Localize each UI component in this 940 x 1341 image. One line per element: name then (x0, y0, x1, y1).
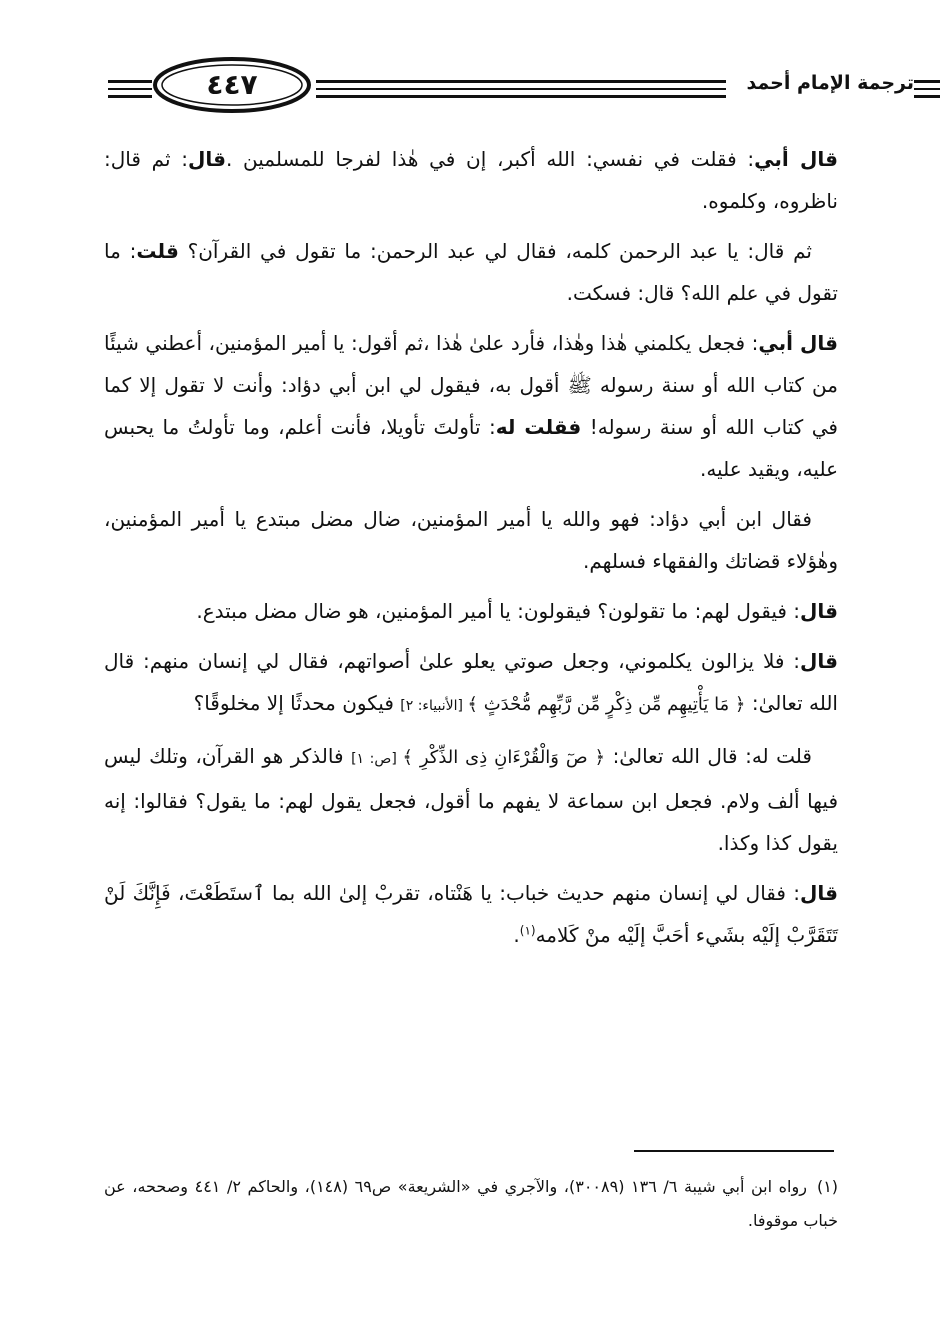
text-run: فالذكر هو القرآن، وتلك ليس فيها ألف ولام. فجعل ابن سماعة لا يفهم ما أقول، فجعل يقول لهم: ما يقول؟ فقالوا: إنه يقول كذا وكذا. (104, 744, 838, 855)
paragraph (104, 230, 838, 314)
paragraph (104, 138, 838, 222)
paragraph (104, 640, 838, 727)
paragraph (104, 735, 838, 864)
speaker-label: قال (800, 649, 838, 673)
quran-verse: ﴿ صٓ وَالْقُرْءَانِ ذِى الذِّكْرِ ﴾ (402, 747, 606, 768)
text-run: : فقلت في نفسي: الله أكبر، إن في هٰذا لفرجا للمسلمين . (225, 147, 755, 171)
text-run: : ما تقول في علم الله؟ قال: فسكت. (104, 239, 838, 305)
speaker-label: قال (800, 599, 838, 623)
header-rule-right (914, 80, 940, 103)
running-title: ترجمة الإمام أحمد (746, 72, 914, 94)
quran-verse: ﴿ مَا يَأْتِيهِم مِّن ذِكْرٍ مِّن رَّبِّهِم مُّحْدَثٍ ﴾ (467, 694, 746, 715)
footnotes (104, 1170, 838, 1238)
footnote (104, 1170, 838, 1238)
paragraph (104, 498, 838, 582)
text-run: ثم قال: يا عبد الرحمن كلمه، فقال لي عبد الرحمن: ما تقول في القرآن؟ (178, 239, 812, 263)
text-run: فيكون محدثًا إلا مخلوقًا؟ (193, 691, 401, 715)
speaker-label: قال (188, 147, 226, 171)
text-run: : تأولتَ تأويلا، فأنت أعلم، وما تأولتُ ما يحبس عليه، ويقيد عليه. (104, 415, 838, 481)
text-run: : فقال لي إنسان منهم حديث خباب: يا هَنْتاه، تقربْ إلىٰ الله بما ٱستَطَعْتَ، فَإِنَّكَ لَنْ تَتَقَرَّبْ إلَيْه بشَيء أحَبَّ إلَيْه منْ كَلامه (104, 881, 838, 947)
speaker-label: قال (800, 881, 838, 905)
text-run: قلت له: قال الله تعالىٰ: (605, 744, 812, 768)
page-header (108, 50, 914, 124)
text-run: : فجعل يكلمني هٰذا وهٰذا، فأرد علىٰ هٰذا ،ثم أقول: يا أمير المؤمنين، أعطني شيئًا من كتاب الله أو سنة رسوله ﷺ أقول به، فيقول لي ابن أبي دؤاد: وأنت لا تقول إلا كما في كتاب الله أو سنة رسوله! (104, 331, 838, 439)
speaker-label: فقلت له (495, 415, 582, 439)
speaker-label: قال أبي (758, 331, 838, 355)
header-rule-left (108, 80, 152, 103)
paragraph (104, 872, 838, 956)
footnote-separator (634, 1150, 834, 1152)
footnote-number: (١) (816, 1177, 839, 1196)
paragraph (104, 590, 838, 632)
main-text (104, 138, 838, 964)
speaker-label: قلت (136, 239, 179, 263)
text-run: : فيقول لهم: ما تقولون؟ فيقولون: يا أمير المؤمنين، هو ضال مضل مبتدع. (196, 599, 801, 623)
page-number: ٤٤٧ (206, 68, 258, 101)
paragraph (104, 322, 838, 490)
header-rule-middle (316, 80, 726, 103)
text-run: : فلا يزالون يكلموني، وجعل صوتي يعلو علىٰ أصواتهم، فقال لي إنسان منهم: قال الله تعالىٰ: (104, 649, 838, 715)
text-run: . (513, 923, 520, 947)
text-run: فقال ابن أبي دؤاد: فهو والله يا أمير المؤمنين، ضال مضل مبتدع يا أمير المؤمنين، وهٰؤلاء قضاتك والفقهاء فسلهم. (104, 507, 838, 573)
verse-reference: [ص: ١] (351, 751, 403, 767)
page-number-badge (152, 56, 312, 114)
footnote-marker: (١) (519, 923, 536, 938)
text-run: : ثم قال: ناظروه، وكلموه. (104, 147, 838, 213)
verse-reference: [الأنبياء: ٢] (400, 698, 468, 714)
speaker-label: قال أبي (754, 147, 838, 171)
footnote-text: رواه ابن أبي شيبة ٦/ ١٣٦ (٣٠٠٨٩)، والآجري في «الشريعة» ص٦٩ (١٤٨)، والحاكم ٢/ ٤٤١ وصححه، عن خباب موقوفا. (104, 1177, 838, 1230)
